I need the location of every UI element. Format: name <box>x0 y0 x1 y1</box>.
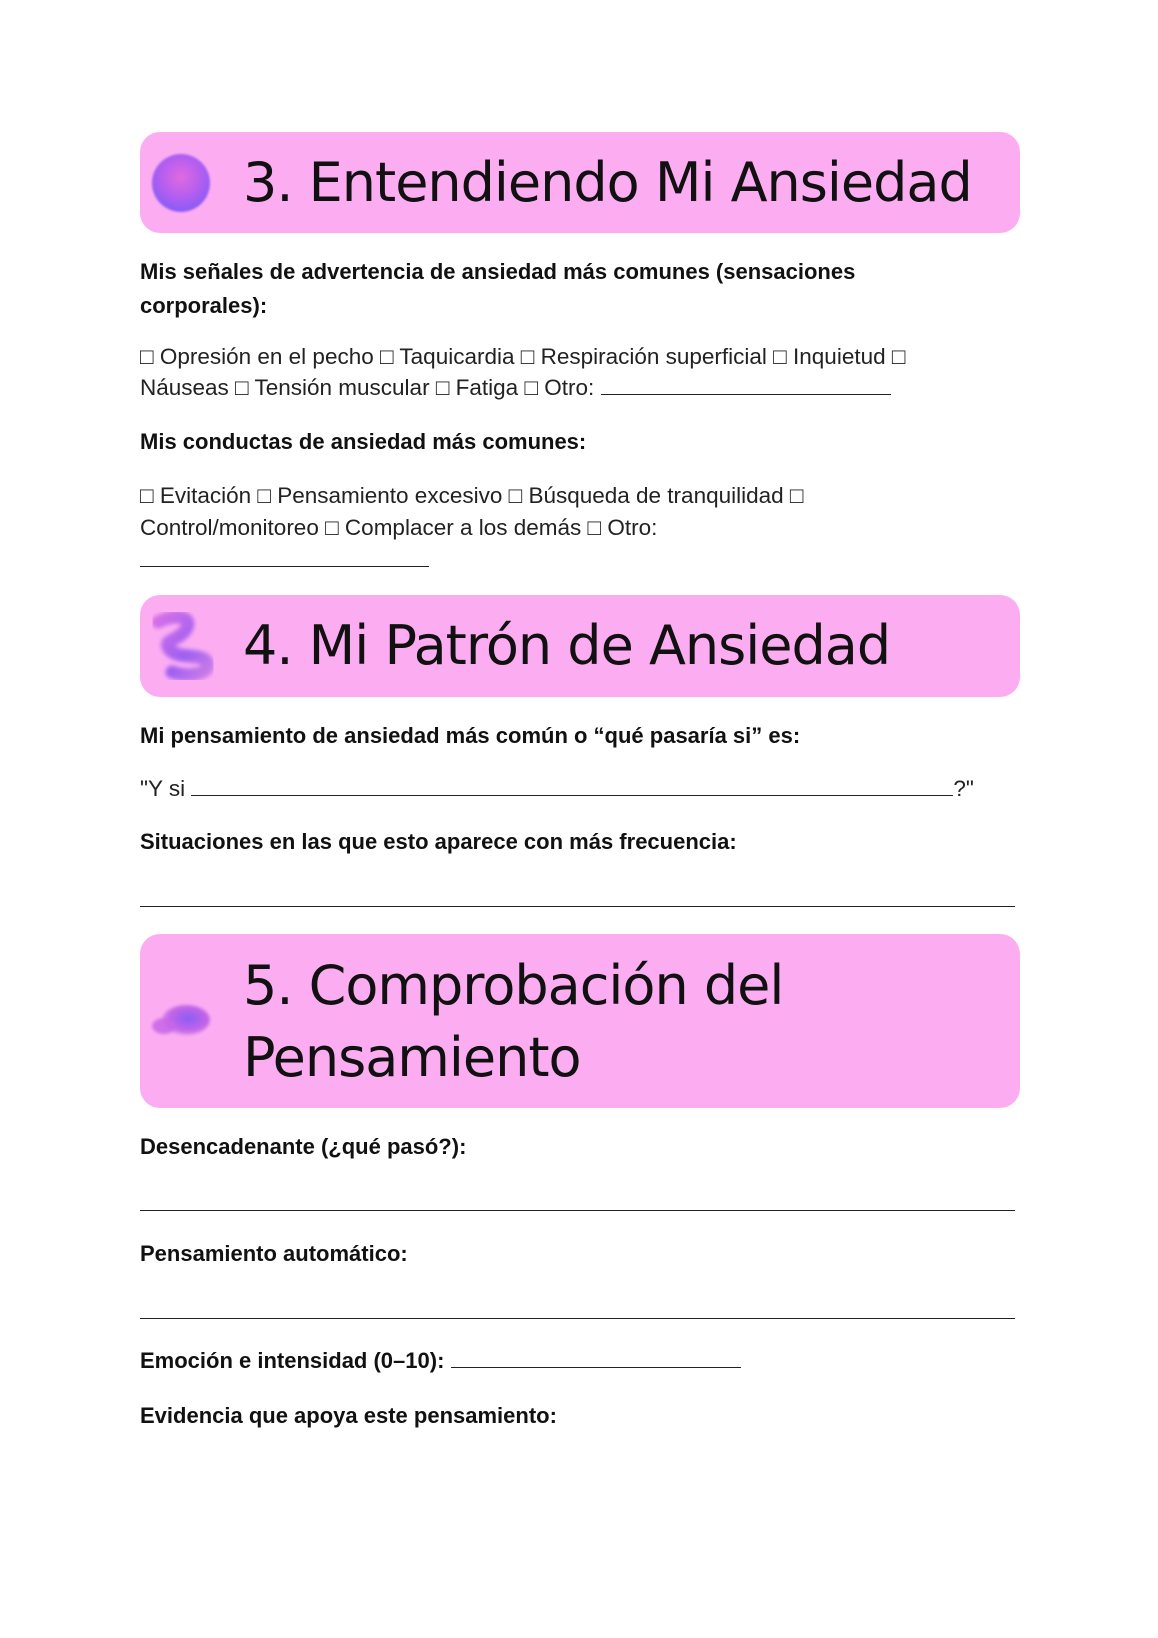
situations-blank[interactable] <box>140 906 1015 907</box>
body-signals-options-line-2[interactable] <box>140 372 1020 404</box>
section-4-title: 4. Mi Patrón de Ansiedad <box>243 614 891 677</box>
section-4-header <box>140 595 1020 697</box>
section-5-title-line-2: Pensamiento <box>243 1026 581 1089</box>
trigger-blank[interactable] <box>140 1210 1015 1211</box>
what-if-question: Mi pensamiento de ansiedad más común o “qué pasaría si” es: <box>140 723 801 748</box>
section-5-title-line-1: 5. Comprobación del <box>243 954 784 1017</box>
emotion-blank[interactable] <box>451 1366 741 1368</box>
other-body-signal-blank[interactable] <box>601 393 891 395</box>
emotion-label: Emoción e intensidad (0–10): <box>140 1348 445 1373</box>
other-behavior-blank[interactable] <box>140 566 429 567</box>
situations-question: Situaciones en las que esto aparece con más frecuencia: <box>140 829 737 854</box>
trigger-question: Desencadenante (¿qué pasó?): <box>140 1134 467 1159</box>
automatic-thought-blank[interactable] <box>140 1318 1015 1319</box>
body-signals-question: Mis señales de advertencia de ansiedad más comunes (sensaciones corporales): <box>140 259 856 318</box>
what-if-prefix: "Y si <box>140 776 186 801</box>
purple-swirl-icon <box>148 612 218 680</box>
section-5-header <box>140 934 1020 1108</box>
emotion-question <box>140 1344 1020 1378</box>
section-3-title: 3. Entendiendo Mi Ansiedad <box>243 151 972 214</box>
behaviors-options-line-2[interactable]: Control/monitoreo □ Complacer a los demás □ Otro: <box>140 515 658 540</box>
body-signals-options-line-1[interactable]: □ Opresión en el pecho □ Taquicardia □ Respiración superficial □ Inquietud □ <box>140 344 906 369</box>
body-signals-options-text: Náuseas □ Tensión muscular □ Fatiga □ Otro: <box>140 375 595 400</box>
what-if-suffix: ?" <box>953 776 974 801</box>
what-if-fill-line[interactable] <box>140 773 1020 805</box>
automatic-thought-question: Pensamiento automático: <box>140 1241 408 1266</box>
what-if-blank[interactable] <box>191 794 953 796</box>
purple-sphere-icon <box>152 154 210 212</box>
purple-cloud-icon <box>148 998 214 1042</box>
behaviors-options-line-1[interactable]: □ Evitación □ Pensamiento excesivo □ Búsqueda de tranquilidad □ <box>140 483 804 508</box>
evidence-question: Evidencia que apoya este pensamiento: <box>140 1403 557 1428</box>
section-3-header <box>140 132 1020 233</box>
behaviors-question: Mis conductas de ansiedad más comunes: <box>140 429 587 454</box>
